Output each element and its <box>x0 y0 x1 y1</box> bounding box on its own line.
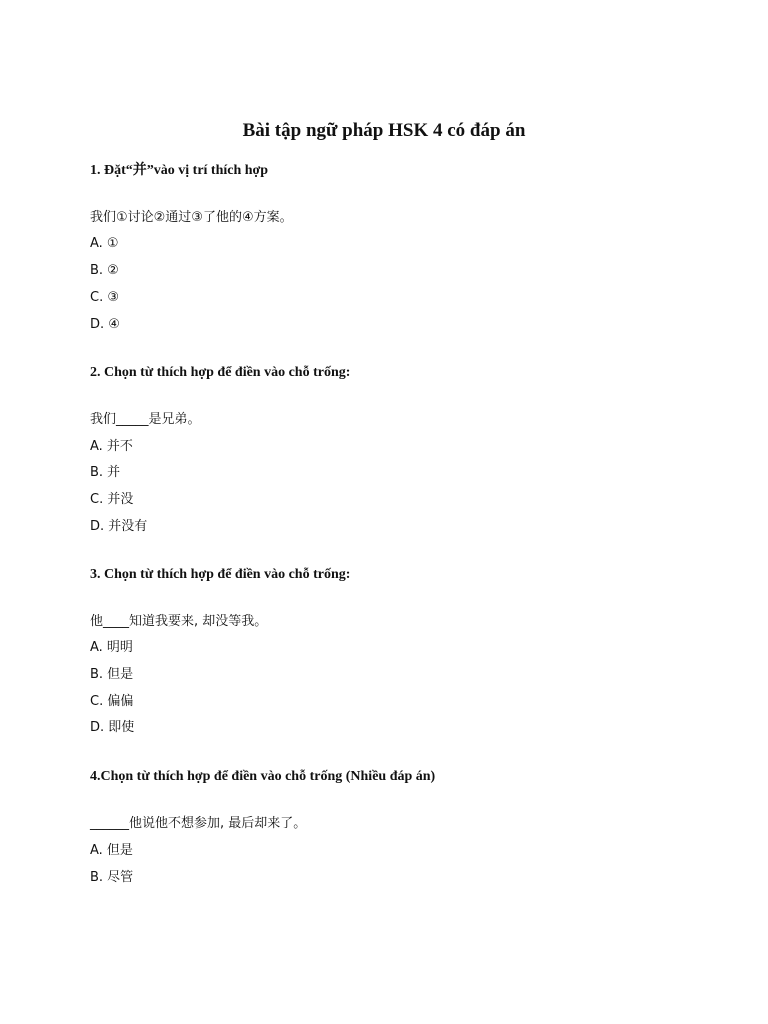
question-2-sentence: 我们_____是兄弟。 <box>90 412 201 427</box>
question-1-option-d: D. ④ <box>90 317 120 332</box>
question-1-option-a: A. ① <box>90 236 119 251</box>
question-3-heading: 3. Chọn từ thích hợp để điền vào chỗ trống: <box>90 567 351 582</box>
question-3-sentence: 他____知道我要来, 却没等我。 <box>90 614 268 629</box>
question-4-option-a: A. 但是 <box>90 843 133 858</box>
question-1-option-c: C. ③ <box>90 290 119 305</box>
question-2-heading: 2. Chọn từ thích hợp để điền vào chỗ trống: <box>90 365 351 380</box>
question-1-option-b: B. ② <box>90 263 119 278</box>
question-2-option-c: C. 并没 <box>90 492 134 507</box>
question-3-option-c: C. 偏偏 <box>90 694 134 709</box>
question-2-option-d: D. 并没有 <box>90 519 148 534</box>
question-4-sentence: ______他说他不想参加, 最后却来了。 <box>90 816 307 831</box>
question-2-option-a: A. 并不 <box>90 439 133 454</box>
question-4-heading: 4.Chọn từ thích hợp để điền vào chỗ trống (Nhiều đáp án) <box>90 769 436 784</box>
question-1-heading: 1. Đặt“并”vào vị trí thích hợp <box>90 163 269 178</box>
document-title: Bài tập ngữ pháp HSK 4 có đáp án <box>242 120 526 141</box>
question-1-sentence: 我们①讨论②通过③了他的④方案。 <box>90 210 293 225</box>
question-3-option-b: B. 但是 <box>90 667 134 682</box>
question-3-option-a: A. 明明 <box>90 640 133 655</box>
question-3-option-d: D. 即使 <box>90 720 135 735</box>
question-4-option-b: B. 尽管 <box>90 870 134 885</box>
question-2-option-b: B. 并 <box>90 465 121 480</box>
